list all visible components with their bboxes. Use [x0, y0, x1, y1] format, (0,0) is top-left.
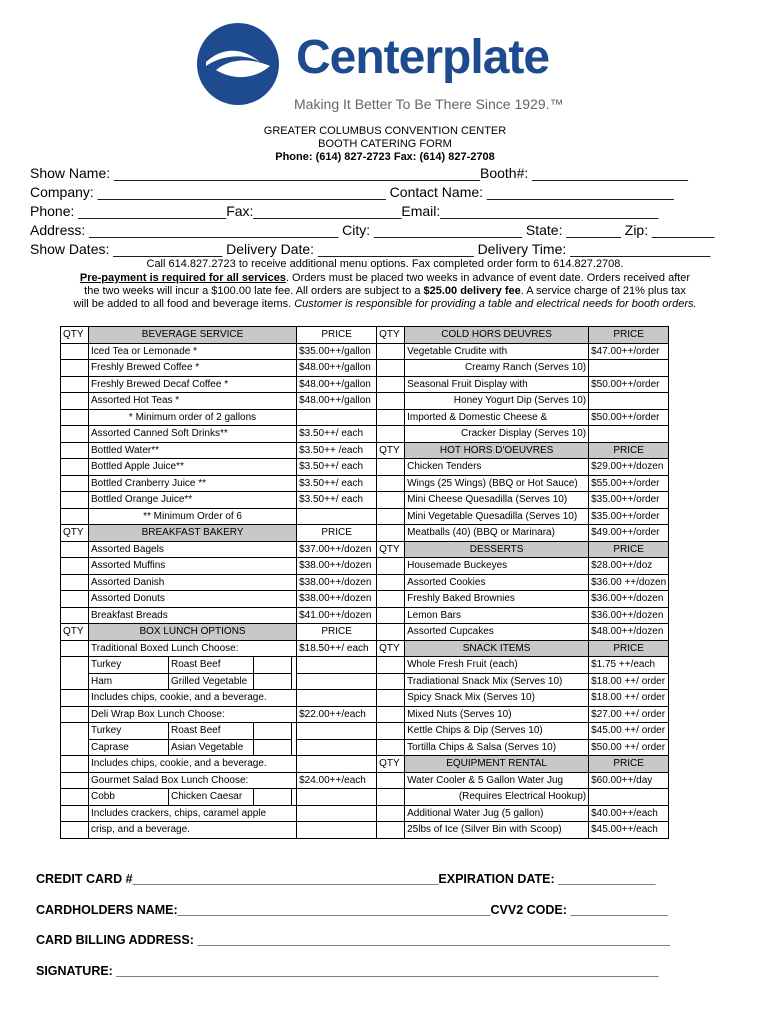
- price-header: PRICE: [589, 327, 669, 344]
- table-row: [61, 607, 669, 624]
- qty-input[interactable]: [377, 673, 405, 690]
- qty-input[interactable]: [61, 558, 89, 575]
- qty-input[interactable]: [61, 822, 89, 839]
- menu-item: Includes chips, cookie, and a beverage.: [89, 756, 297, 773]
- menu-price: $3.50++/ each: [297, 426, 377, 443]
- menu-item: Whole Fresh Fruit (each): [405, 657, 589, 674]
- price-blank: [297, 657, 377, 674]
- choice-option: Chicken Caesar: [169, 789, 254, 806]
- qty-input[interactable]: [61, 541, 89, 558]
- menu-item-continued: Cracker Display (Serves 10): [405, 426, 589, 443]
- table-row: [61, 756, 669, 773]
- menu-item: Chicken Tenders: [405, 459, 589, 476]
- table-row: [61, 508, 669, 525]
- choice-option: Ham: [89, 673, 169, 690]
- section-header: BEVERAGE SERVICE: [89, 327, 297, 344]
- choice-option: Roast Beef: [169, 657, 254, 674]
- menu-item: Assorted Canned Soft Drinks**: [89, 426, 297, 443]
- menu-item: Additional Water Jug (5 gallon): [405, 805, 589, 822]
- qty-blank: [61, 723, 89, 740]
- table-row: [61, 343, 669, 360]
- menu-item: Bottled Cranberry Juice **: [89, 475, 297, 492]
- menu-price: $18.00 ++/ order: [589, 690, 669, 707]
- menu-price: $55.00++/order: [589, 475, 669, 492]
- price-header: PRICE: [589, 640, 669, 657]
- price-blank: [589, 426, 669, 443]
- menu-item: Includes chips, cookie, and a beverage.: [89, 690, 297, 707]
- brand-tagline: Making It Better To Be There Since 1929.™: [294, 96, 564, 112]
- qty-input[interactable]: [377, 657, 405, 674]
- qty-input[interactable]: [377, 607, 405, 624]
- menu-item: Traditional Boxed Lunch Choose:: [89, 640, 297, 657]
- qty-input[interactable]: [377, 624, 405, 641]
- prepay-note: [0, 272, 770, 286]
- menu-price: [297, 690, 377, 707]
- table-row: [61, 822, 669, 839]
- menu-item: Lemon Bars: [405, 607, 589, 624]
- table-row: [61, 327, 669, 344]
- menu-item: Iced Tea or Lemonade *: [89, 343, 297, 360]
- menu-item: Assorted Hot Teas *: [89, 393, 297, 410]
- menu-item: Includes crackers, chips, caramel apple: [89, 805, 297, 822]
- qty-blank: [377, 360, 405, 377]
- price-blank: [589, 360, 669, 377]
- qty-input[interactable]: [61, 607, 89, 624]
- qty-input[interactable]: [377, 822, 405, 839]
- choice-checkbox[interactable]: [254, 657, 292, 674]
- qty-input[interactable]: [61, 772, 89, 789]
- menu-item: crisp, and a beverage.: [89, 822, 297, 839]
- qty-input[interactable]: [377, 409, 405, 426]
- price-header: PRICE: [589, 442, 669, 459]
- menu-price: $1.75 ++/each: [589, 657, 669, 674]
- price-header: PRICE: [589, 756, 669, 773]
- menu-price: $40.00++/each: [589, 805, 669, 822]
- fee-note-c: . A service charge of 21% plus tax: [520, 285, 686, 297]
- menu-item: Assorted Muffins: [89, 558, 297, 575]
- menu-item: Water Cooler & 5 Gallon Water Jug: [405, 772, 589, 789]
- section-header: DESSERTS: [405, 541, 589, 558]
- table-row: [61, 739, 669, 756]
- qty-input[interactable]: [377, 690, 405, 707]
- menu-price: $48.00++/gallon: [297, 360, 377, 377]
- menu-price: $28.00++/doz: [589, 558, 669, 575]
- qty-blank: [377, 789, 405, 806]
- menu-price: $49.00++/order: [589, 525, 669, 542]
- menu-price: $50.00 ++/ order: [589, 739, 669, 756]
- qty-header: QTY: [377, 541, 405, 558]
- menu-price: $38.00++/dozen: [297, 558, 377, 575]
- choice-checkbox[interactable]: [254, 739, 292, 756]
- qty-blank: [61, 657, 89, 674]
- menu-item: Freshly Brewed Coffee *: [89, 360, 297, 377]
- qty-input[interactable]: [61, 591, 89, 608]
- qty-blank: [61, 409, 89, 426]
- menu-price: $3.50++/ each: [297, 475, 377, 492]
- choice-checkbox[interactable]: [254, 673, 292, 690]
- menu-price: $48.00++/gallon: [297, 393, 377, 410]
- table-row: [61, 475, 669, 492]
- price-header: PRICE: [589, 541, 669, 558]
- show-name-booth-field[interactable]: Show Name: _______________________________________________Booth#: ____________________: [30, 165, 688, 181]
- menu-item: Mini Cheese Quesadilla (Serves 10): [405, 492, 589, 509]
- qty-input[interactable]: [61, 426, 89, 443]
- minimum-note: ** Minimum Order of 6: [89, 508, 297, 525]
- choice-option: Cobb: [89, 789, 169, 806]
- qty-input[interactable]: [377, 525, 405, 542]
- menu-price: $18.50++/ each: [297, 640, 377, 657]
- menu-item: Gourmet Salad Box Lunch Choose:: [89, 772, 297, 789]
- section-header: SNACK ITEMS: [405, 640, 589, 657]
- qty-input[interactable]: [377, 558, 405, 575]
- qty-input[interactable]: [377, 475, 405, 492]
- qty-blank: [61, 673, 89, 690]
- form-title: BOOTH CATERING FORM: [318, 138, 452, 150]
- qty-input[interactable]: [377, 723, 405, 740]
- menu-price: $22.00++/each: [297, 706, 377, 723]
- table-row: [61, 558, 669, 575]
- company-contact-field[interactable]: Company: _____________________________________ Contact Name: ________________________: [30, 184, 674, 200]
- table-row: [61, 657, 669, 674]
- menu-item: Wings (25 Wings) (BBQ or Hot Sauce): [405, 475, 589, 492]
- menu-item: Assorted Donuts: [89, 591, 297, 608]
- table-row: [61, 640, 669, 657]
- section-header: BREAKFAST BAKERY: [89, 525, 297, 542]
- menu-item: Assorted Cookies: [405, 574, 589, 591]
- price-blank: [589, 789, 669, 806]
- call-note: Call 614.827.2723 to receive additional menu options. Fax completed order form to 614.827.2708.: [146, 258, 624, 270]
- price-header: PRICE: [297, 525, 377, 542]
- menu-item: Kettle Chips & Dip (Serves 10): [405, 723, 589, 740]
- qty-blank: [61, 789, 89, 806]
- table-row: [61, 376, 669, 393]
- choice-option: Roast Beef: [169, 723, 254, 740]
- price-blank: [297, 673, 377, 690]
- table-row: [61, 706, 669, 723]
- service-note: [0, 298, 770, 312]
- qty-header: QTY: [61, 327, 89, 344]
- menu-item: Spicy Snack Mix (Serves 10): [405, 690, 589, 707]
- qty-input[interactable]: [61, 442, 89, 459]
- section-header: COLD HORS DEUVRES: [405, 327, 589, 344]
- table-row: [61, 690, 669, 707]
- table-row: [61, 409, 669, 426]
- menu-price: $60.00++/day: [589, 772, 669, 789]
- choice-option: Turkey: [89, 657, 169, 674]
- menu-price: $48.00++/gallon: [297, 376, 377, 393]
- table-row: [61, 591, 669, 608]
- section-header: HOT HORS D'OEUVRES: [405, 442, 589, 459]
- table-row: [61, 459, 669, 476]
- price-blank: [297, 739, 377, 756]
- table-row: [61, 673, 669, 690]
- qty-blank: [377, 426, 405, 443]
- menu-price: $24.00++/each: [297, 772, 377, 789]
- qty-input[interactable]: [377, 574, 405, 591]
- qty-input[interactable]: [61, 393, 89, 410]
- qty-header: QTY: [61, 525, 89, 542]
- menu-price: $50.00++/order: [589, 409, 669, 426]
- menu-price: $18.00 ++/ order: [589, 673, 669, 690]
- menu-price: $27.00 ++/ order: [589, 706, 669, 723]
- menu-item-continued: Creamy Ranch (Serves 10): [405, 360, 589, 377]
- qty-header: QTY: [377, 327, 405, 344]
- menu-price: $3.50++ /each: [297, 442, 377, 459]
- qty-input[interactable]: [61, 574, 89, 591]
- menu-price: $38.00++/dozen: [297, 574, 377, 591]
- cardholder-field[interactable]: CARDHOLDERS NAME:_____________________________________________CVV2 CODE: ______________: [36, 903, 668, 917]
- qty-header: QTY: [377, 640, 405, 657]
- price-blank: [297, 508, 377, 525]
- menu-price: $45.00 ++/ order: [589, 723, 669, 740]
- qty-header: QTY: [61, 624, 89, 641]
- phone-fax-email-field[interactable]: Phone: ___________________Fax:___________________Email:____________________________: [30, 203, 659, 219]
- menu-price: $36.00++/dozen: [589, 591, 669, 608]
- table-row: [61, 789, 669, 806]
- menu-price: $37.00++/dozen: [297, 541, 377, 558]
- qty-input[interactable]: [377, 591, 405, 608]
- qty-input[interactable]: [377, 492, 405, 509]
- price-blank: [297, 723, 377, 740]
- choice-option: Turkey: [89, 723, 169, 740]
- qty-input[interactable]: [61, 376, 89, 393]
- venue-title: GREATER COLUMBUS CONVENTION CENTER: [263, 125, 507, 137]
- menu-item: Bottled Water**: [89, 442, 297, 459]
- minimum-note: * Minimum order of 2 gallons: [89, 409, 297, 426]
- qty-input[interactable]: [377, 805, 405, 822]
- menu-price: $3.50++/ each: [297, 459, 377, 476]
- menu-price: $35.00++/order: [589, 508, 669, 525]
- qty-input[interactable]: [61, 690, 89, 707]
- qty-header: QTY: [377, 442, 405, 459]
- qty-input[interactable]: [377, 343, 405, 360]
- qty-input[interactable]: [61, 706, 89, 723]
- menu-item: Freshly Brewed Decaf Coffee *: [89, 376, 297, 393]
- table-row: [61, 442, 669, 459]
- menu-item: Assorted Danish: [89, 574, 297, 591]
- menu-item: Seasonal Fruit Display with: [405, 376, 589, 393]
- table-row: [61, 492, 669, 509]
- fee-note: [0, 285, 770, 299]
- table-row: [61, 393, 669, 410]
- table-note: Customer is responsible for providing a table and electrical needs for booth orders.: [294, 298, 697, 310]
- menu-price: $35.00++/order: [589, 492, 669, 509]
- section-header: EQUIPMENT RENTAL: [405, 756, 589, 773]
- menu-price: [297, 756, 377, 773]
- qty-input[interactable]: [61, 756, 89, 773]
- table-row: [61, 772, 669, 789]
- price-header: PRICE: [297, 624, 377, 641]
- dates-field[interactable]: Show Dates: ______________ Delivery Date: ____________________ Delivery Time: __________________: [30, 241, 711, 257]
- menu-price: $29.00++/dozen: [589, 459, 669, 476]
- price-header: PRICE: [297, 327, 377, 344]
- qty-input[interactable]: [61, 805, 89, 822]
- menu-price: $3.50++/ each: [297, 492, 377, 509]
- table-row: [61, 574, 669, 591]
- menu-item: Freshly Baked Brownies: [405, 591, 589, 608]
- qty-input[interactable]: [61, 492, 89, 509]
- menu-item-continued: Honey Yogurt Dip (Serves 10): [405, 393, 589, 410]
- choice-checkbox[interactable]: [254, 723, 292, 740]
- section-header: BOX LUNCH OPTIONS: [89, 624, 297, 641]
- address-field[interactable]: Address: ________________________________ City: ___________________ State: _______ Zip: ________: [30, 222, 715, 238]
- qty-input[interactable]: [377, 772, 405, 789]
- brand-name: Centerplate: [296, 31, 550, 84]
- qty-blank: [61, 508, 89, 525]
- menu-price: $38.00++/dozen: [297, 591, 377, 608]
- menu-item: Bottled Apple Juice**: [89, 459, 297, 476]
- centerplate-logo: [196, 22, 566, 122]
- menu-price: $36.00 ++/dozen: [589, 574, 669, 591]
- qty-input[interactable]: [61, 475, 89, 492]
- menu-item: Mini Vegetable Quesadilla (Serves 10): [405, 508, 589, 525]
- logo-mark-icon: [196, 22, 280, 106]
- menu-price: $47.00++/order: [589, 343, 669, 360]
- menu-table: [60, 326, 669, 839]
- qty-blank: [377, 393, 405, 410]
- menu-item: Assorted Bagels: [89, 541, 297, 558]
- contact-line: Phone: (614) 827-2723 Fax: (614) 827-2708: [275, 151, 495, 163]
- menu-item: Meatballs (40) (BBQ or Marinara): [405, 525, 589, 542]
- table-row: [61, 426, 669, 443]
- menu-price: $41.00++/dozen: [297, 607, 377, 624]
- menu-item: Housemade Buckeyes: [405, 558, 589, 575]
- menu-item-continued: (Requires Electrical Hookup): [405, 789, 589, 806]
- qty-input[interactable]: [61, 360, 89, 377]
- table-row: [61, 525, 669, 542]
- menu-price: $45.00++/each: [589, 822, 669, 839]
- signature-field[interactable]: SIGNATURE: ______________________________________________________________________________: [36, 964, 659, 978]
- qty-input[interactable]: [377, 376, 405, 393]
- qty-input[interactable]: [377, 459, 405, 476]
- qty-input[interactable]: [377, 706, 405, 723]
- menu-item: 25lbs of Ice (Silver Bin with Scoop): [405, 822, 589, 839]
- qty-input[interactable]: [61, 343, 89, 360]
- menu-price: [297, 822, 377, 839]
- prepay-rest: . Orders must be placed two weeks in advance of event date. Orders received after: [285, 272, 691, 284]
- choice-option: Asian Vegetable: [169, 739, 254, 756]
- menu-item: Breakfast Breads: [89, 607, 297, 624]
- qty-input[interactable]: [61, 640, 89, 657]
- price-blank: [589, 393, 669, 410]
- billing-address-field[interactable]: CARD BILLING ADDRESS: ____________________________________________________________________: [36, 933, 671, 947]
- fee-note-a: the two weeks will incur a $100.00 late fee. All orders are subject to a: [84, 285, 424, 297]
- table-row: [61, 360, 669, 377]
- qty-blank: [61, 739, 89, 756]
- choice-option: Caprase: [89, 739, 169, 756]
- menu-price: $35.00++/gallon: [297, 343, 377, 360]
- service-note-a: will be added to all food and beverage items.: [73, 298, 295, 310]
- prepay-bold: Pre-payment is required for all services: [79, 272, 286, 284]
- menu-price: $50.00++/order: [589, 376, 669, 393]
- menu-item: Tradiational Snack Mix (Serves 10): [405, 673, 589, 690]
- menu-price: $36.00++/dozen: [589, 607, 669, 624]
- menu-item: Vegetable Crudite with: [405, 343, 589, 360]
- price-blank: [297, 409, 377, 426]
- choice-option: Grilled Vegetable: [169, 673, 254, 690]
- menu-price: [297, 805, 377, 822]
- qty-input[interactable]: [377, 508, 405, 525]
- menu-item: Deli Wrap Box Lunch Choose:: [89, 706, 297, 723]
- menu-item: Assorted Cupcakes: [405, 624, 589, 641]
- table-row: [61, 624, 669, 641]
- table-row: [61, 541, 669, 558]
- credit-card-field[interactable]: CREDIT CARD #____________________________________________EXPIRATION DATE: ______________: [36, 872, 656, 886]
- choice-checkbox[interactable]: [254, 789, 292, 806]
- table-row: [61, 805, 669, 822]
- qty-header: QTY: [377, 756, 405, 773]
- menu-item: Imported & Domestic Cheese &: [405, 409, 589, 426]
- table-row: [61, 723, 669, 740]
- menu-price: $48.00++/dozen: [589, 624, 669, 641]
- qty-input[interactable]: [377, 739, 405, 756]
- qty-input[interactable]: [61, 459, 89, 476]
- delivery-fee: $25.00 delivery fee: [423, 285, 521, 297]
- price-blank: [297, 789, 377, 806]
- menu-item: Bottled Orange Juice**: [89, 492, 297, 509]
- menu-item: Tortilla Chips & Salsa (Serves 10): [405, 739, 589, 756]
- menu-item: Mixed Nuts (Serves 10): [405, 706, 589, 723]
